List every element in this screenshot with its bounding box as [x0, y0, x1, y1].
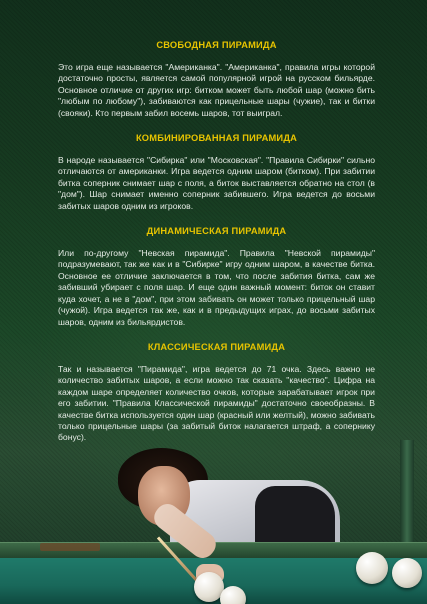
section-text: Так и называется "Пирамида", игра ведется до 71 очка. Здесь важно не количество забитых шаров, а если можно так сказать "качество". Цифра на каждом шаре определяет количество очков, которые зарабатывает игрок при его забитии. "Правила Классической пирамиды" достаточно своеобразны. В качестве битка используется один шар (красный или желтый), можно забивать только прицельные шары (за забитый биток налагается штраф, а сопернику бонус).: [58, 363, 375, 443]
section-classic-pyramid: [58, 342, 375, 444]
section-title: КОМБИНИРОВАННАЯ ПИРАМИДА: [135, 133, 298, 144]
section-dynamic-pyramid: [58, 226, 375, 328]
section-text: Или по-другому "Невская пирамида". Правила "Невской пирамиды" подразумевают, так же как и в "Сибирке" игру одним шаром, в качестве битка. Основное ее отличие заключается в том, что после забития битка, сам же забивший убирает с поля шар. И еще один важный момент: биток он ставит куда хочет, а не в "дом", при этом забивать он может только прицельный шар (чужой). Игра ведется так же, как и в предыдущих играх, до восьми забитых шаров, одним из бильярдистов.: [58, 248, 375, 327]
section-title: ДИНАМИЧЕСКАЯ ПИРАМИДА: [146, 226, 287, 237]
section-text: Это игра еще называется "Американка". "Американка", правила игры которой достаточно просты, является самой популярной игрой на русском бильярде. Основное отличие от других игр: битком может быть любой шар (можно бить "любым по любому"), забиваются как прицельные шары (чужие), так и битки (свояки). Кто первым забил восемь шаров, тот выиграл.: [58, 62, 375, 118]
section-combined-pyramid: [58, 133, 375, 212]
section-title: СВОБОДНАЯ ПИРАМИДА: [156, 40, 277, 50]
section-title: КЛАССИЧЕСКАЯ ПИРАМИДА: [147, 341, 286, 352]
section-text: В народе называется "Сибирка" или "Московская". "Правила Сибирки" сильно отличаются от американки. Игра ведется одним шаром (битком). При забитии битка соперник снимает шар с поля, а биток выставляется обратно на стол (в "дом"). Шар снимает именно соперник забившего. Игра ведется до восьми забитых шаров одним из игроков.: [58, 155, 375, 211]
section-free-pyramid: [58, 40, 375, 119]
